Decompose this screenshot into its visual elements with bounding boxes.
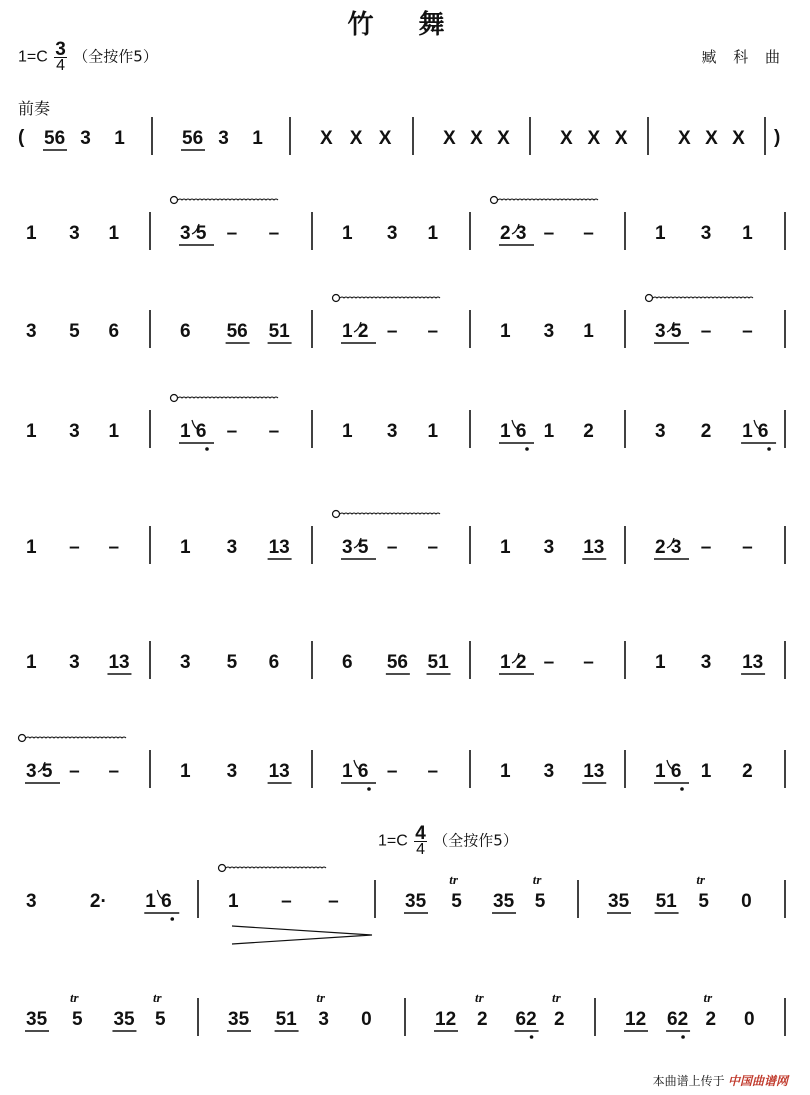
percussion-note: X bbox=[705, 128, 718, 149]
note: 0 bbox=[361, 1009, 372, 1030]
note: 3 bbox=[655, 421, 666, 442]
note: 56 bbox=[386, 652, 409, 673]
site-logo: 中国曲谱网 bbox=[727, 1074, 788, 1088]
sustain-dash: – bbox=[742, 321, 753, 342]
note: 1 bbox=[427, 421, 439, 442]
note: 13 bbox=[268, 537, 290, 558]
fermata-ring bbox=[333, 511, 340, 518]
note: 1 bbox=[180, 761, 191, 782]
note: 13 bbox=[742, 652, 764, 673]
percussion-note: X bbox=[614, 128, 628, 149]
fermata-ring bbox=[19, 735, 26, 742]
note: 3 bbox=[26, 891, 37, 912]
note: 35 bbox=[113, 1009, 135, 1030]
percussion-note: X bbox=[560, 128, 573, 149]
key-change-hint: （全按作5） bbox=[433, 831, 518, 850]
note: 1 bbox=[742, 223, 753, 244]
note: 62 bbox=[667, 1009, 689, 1030]
note: 1 bbox=[543, 421, 555, 442]
note: 56 bbox=[226, 321, 248, 342]
note: 1 6 bbox=[145, 891, 172, 912]
lower-octave-dot bbox=[530, 1035, 534, 1039]
note: 1 bbox=[655, 652, 666, 673]
sustain-dash: – bbox=[427, 321, 439, 342]
trill-mark: tr bbox=[696, 872, 705, 887]
fermata-ring bbox=[333, 295, 340, 302]
note: 6 bbox=[268, 652, 280, 673]
percussion-note: X bbox=[587, 128, 601, 149]
fermata-ring bbox=[171, 395, 178, 402]
note: 3 bbox=[543, 321, 555, 342]
note: 51 bbox=[427, 652, 449, 673]
note: 1 bbox=[655, 223, 666, 244]
lower-octave-dot bbox=[170, 917, 174, 921]
note: 3 5 bbox=[26, 761, 53, 782]
note: 0 bbox=[741, 891, 752, 912]
footer-text: 本曲谱上传于 bbox=[652, 1074, 725, 1088]
note: 1 bbox=[26, 652, 37, 673]
sustain-dash: – bbox=[583, 652, 594, 673]
percussion-note: X bbox=[732, 128, 745, 149]
note: 0 bbox=[744, 1009, 755, 1030]
fermata-ring bbox=[171, 197, 178, 204]
wavy-line bbox=[226, 867, 326, 868]
percussion-note: X bbox=[470, 128, 483, 149]
fermata-ring bbox=[646, 295, 653, 302]
sustain-dash: – bbox=[69, 537, 80, 558]
sustain-dash: – bbox=[700, 537, 712, 558]
note: 1 bbox=[583, 321, 594, 342]
note: 2· bbox=[89, 891, 107, 912]
note: 1 bbox=[26, 421, 37, 442]
trill-mark: tr bbox=[552, 990, 561, 1005]
note: 1 6 bbox=[342, 761, 369, 782]
trill-mark: tr bbox=[475, 990, 484, 1005]
note: 3 bbox=[700, 652, 712, 673]
trill-mark: tr bbox=[532, 872, 542, 887]
note: 13 bbox=[583, 537, 605, 558]
note: 2 3 bbox=[655, 537, 682, 558]
composer-credit: 臧 科 曲 bbox=[701, 48, 786, 66]
lower-octave-dot bbox=[525, 447, 529, 451]
note: 3 bbox=[26, 321, 37, 342]
wavy-line bbox=[498, 199, 598, 200]
time-change-numerator: 4 bbox=[415, 823, 426, 844]
note: 3 bbox=[69, 652, 80, 673]
note: 5 bbox=[154, 1009, 166, 1030]
hairpin bbox=[232, 926, 372, 944]
note: 35 bbox=[405, 891, 427, 912]
note: 2 bbox=[742, 761, 753, 782]
sustain-dash: – bbox=[543, 652, 555, 673]
note: 2 bbox=[705, 1009, 717, 1030]
note: 13 bbox=[583, 761, 605, 782]
note: 3 bbox=[226, 761, 238, 782]
note: 13 bbox=[108, 652, 130, 673]
note: 35 bbox=[228, 1009, 250, 1030]
note: 62 bbox=[515, 1009, 537, 1030]
prelude-label: 前奏 bbox=[18, 99, 51, 118]
note: 1 bbox=[180, 537, 191, 558]
note: 13 bbox=[268, 761, 290, 782]
note: 5 bbox=[71, 1009, 83, 1030]
note: 35 bbox=[608, 891, 630, 912]
sustain-dash: – bbox=[268, 223, 280, 244]
sustain-dash: – bbox=[281, 891, 292, 912]
trill-mark: tr bbox=[152, 990, 162, 1005]
trill-mark: tr bbox=[703, 990, 713, 1005]
note: 5 bbox=[226, 652, 238, 673]
note: 56 bbox=[44, 128, 66, 149]
wavy-line bbox=[178, 397, 278, 398]
note: 12 bbox=[435, 1009, 457, 1030]
sustain-dash: – bbox=[226, 421, 238, 442]
note: 3 bbox=[318, 1009, 329, 1030]
note: 1 bbox=[252, 128, 263, 149]
note: 1 bbox=[114, 128, 125, 149]
time-numerator: 3 bbox=[55, 39, 66, 60]
sustain-dash: – bbox=[583, 223, 594, 244]
sustain-dash: – bbox=[108, 537, 120, 558]
lower-octave-dot bbox=[767, 447, 771, 451]
note: 51 bbox=[268, 321, 290, 342]
note: 1 6 bbox=[180, 421, 207, 442]
note: 1 6 bbox=[742, 421, 769, 442]
trill-mark: tr bbox=[69, 990, 79, 1005]
wavy-line bbox=[26, 737, 126, 738]
note: 5 bbox=[534, 891, 546, 912]
fingering-hint: （全按作5） bbox=[73, 47, 158, 66]
time-denominator: 4 bbox=[56, 57, 65, 74]
note: 1 bbox=[342, 223, 353, 244]
note: 12 bbox=[625, 1009, 647, 1030]
sustain-dash: – bbox=[69, 761, 80, 782]
note: 1 6 bbox=[655, 761, 682, 782]
note: 1 bbox=[500, 537, 511, 558]
lower-octave-dot bbox=[205, 447, 209, 451]
note: 5 bbox=[451, 891, 462, 912]
fermata-ring bbox=[491, 197, 498, 204]
time-change-denominator: 4 bbox=[416, 841, 425, 858]
note: 1 bbox=[427, 223, 439, 244]
note: 3 5 bbox=[180, 223, 207, 244]
footer-credit bbox=[653, 1072, 788, 1089]
sustain-dash: – bbox=[427, 761, 439, 782]
note: 3 bbox=[80, 128, 91, 149]
note: 6 bbox=[108, 321, 120, 342]
sustain-dash: – bbox=[386, 537, 398, 558]
percussion-note: X bbox=[378, 128, 392, 149]
note: 5 bbox=[698, 891, 709, 912]
lower-octave-dot bbox=[680, 787, 684, 791]
note: 1 bbox=[700, 761, 712, 782]
percussion-note: X bbox=[497, 128, 510, 149]
wavy-line bbox=[653, 297, 753, 298]
note: 6 bbox=[342, 652, 353, 673]
sustain-dash: – bbox=[543, 223, 555, 244]
note: 35 bbox=[493, 891, 515, 912]
note: 1 2 bbox=[342, 321, 369, 342]
note: 51 bbox=[655, 891, 677, 912]
trill-mark: tr bbox=[316, 990, 325, 1005]
note: 6 bbox=[180, 321, 191, 342]
key-change-text: 1=C bbox=[378, 832, 408, 850]
sustain-dash: – bbox=[742, 537, 753, 558]
note: 3 bbox=[386, 223, 398, 244]
note: 1 6 bbox=[500, 421, 527, 442]
note: 2 3 bbox=[500, 223, 527, 244]
percussion-note: X bbox=[349, 128, 363, 149]
sustain-dash: – bbox=[226, 223, 238, 244]
note: 1 bbox=[26, 537, 37, 558]
note: 3 bbox=[226, 537, 238, 558]
note: 3 bbox=[218, 128, 229, 149]
sustain-dash: – bbox=[427, 537, 439, 558]
sustain-dash: – bbox=[108, 761, 120, 782]
note: 56 bbox=[182, 128, 204, 149]
note: 3 bbox=[386, 421, 398, 442]
sustain-dash: – bbox=[268, 421, 280, 442]
open-paren: ( bbox=[18, 127, 25, 148]
note: 3 bbox=[69, 421, 80, 442]
sustain-dash: – bbox=[328, 891, 339, 912]
percussion-note: X bbox=[678, 128, 691, 149]
note: 1 bbox=[108, 223, 120, 244]
trill-mark: tr bbox=[449, 872, 458, 887]
wavy-line bbox=[178, 199, 278, 200]
note: 2 bbox=[554, 1009, 565, 1030]
note: 1 bbox=[500, 761, 511, 782]
fermata-ring bbox=[219, 865, 226, 872]
lower-octave-dot bbox=[367, 787, 371, 791]
note: 1 bbox=[228, 891, 239, 912]
note: 2 bbox=[477, 1009, 488, 1030]
note: 2 bbox=[700, 421, 712, 442]
wavy-line bbox=[340, 297, 440, 298]
percussion-note: X bbox=[320, 128, 333, 149]
note: 3 bbox=[180, 652, 191, 673]
note: 1 bbox=[342, 421, 353, 442]
note: 51 bbox=[275, 1009, 297, 1030]
note: 1 bbox=[500, 321, 511, 342]
sustain-dash: – bbox=[386, 321, 398, 342]
lower-octave-dot bbox=[681, 1035, 685, 1039]
note: 3 5 bbox=[655, 321, 682, 342]
note: 1 bbox=[108, 421, 120, 442]
note: 3 bbox=[543, 537, 555, 558]
page-title: 竹 舞 bbox=[347, 10, 463, 40]
sustain-dash: – bbox=[386, 761, 398, 782]
close-paren: ) bbox=[774, 127, 781, 148]
note: 3 bbox=[69, 223, 80, 244]
note: 3 5 bbox=[342, 537, 369, 558]
note: 1 bbox=[26, 223, 37, 244]
sustain-dash: – bbox=[700, 321, 712, 342]
key-text: 1=C bbox=[18, 48, 48, 66]
note: 5 bbox=[69, 321, 80, 342]
note: 2 bbox=[583, 421, 594, 442]
note: 3 bbox=[700, 223, 712, 244]
wavy-line bbox=[340, 513, 440, 514]
note: 3 bbox=[543, 761, 555, 782]
percussion-note: X bbox=[443, 128, 456, 149]
note: 1 2 bbox=[500, 652, 527, 673]
note: 35 bbox=[26, 1009, 48, 1030]
